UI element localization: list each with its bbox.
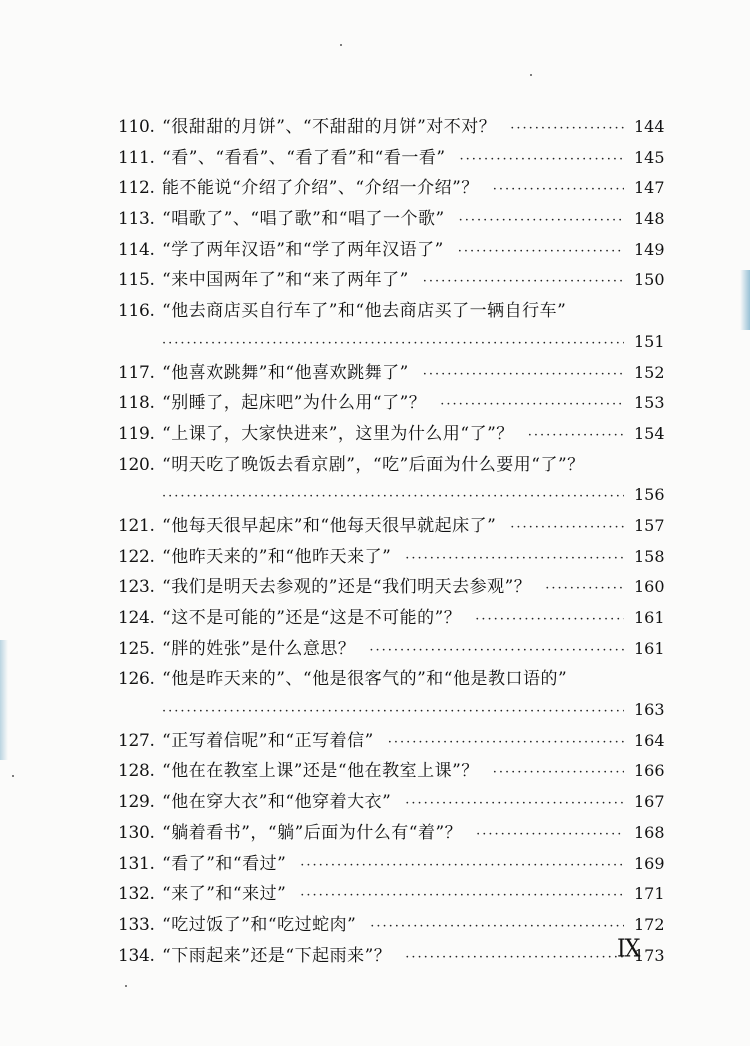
entry-title: “我们是明天去参观的”还是“我们明天去参观”？ [162, 577, 532, 598]
dot-leader [423, 267, 624, 298]
toc-entry[interactable] [118, 572, 664, 603]
page-number: 161 [634, 608, 665, 627]
page-number: 166 [634, 761, 665, 781]
toc-entry[interactable] [118, 603, 664, 634]
entry-title: “他在穿大衣”和“他穿着大衣” [162, 792, 392, 813]
entry-title: “这不是可能的”还是“这是不可能的”？ [162, 608, 462, 628]
entry-title: “上课了，大家快进来”，这里为什么用“了”？ [162, 423, 514, 444]
entry-title: “来了”和“来过” [162, 884, 287, 905]
page-number: 163 [634, 700, 665, 720]
page-number: 153 [634, 393, 665, 413]
page-number: 154 [634, 423, 665, 443]
entry-title: “吃过饭了”和“吃过蛇肉” [162, 914, 357, 935]
page-number: 160 [634, 577, 665, 597]
entry-title: “来中国两年了”和“来了两年了” [162, 270, 409, 291]
page-number: 158 [634, 546, 665, 566]
entry-title: “学了两年汉语”和“学了两年汉语了” [162, 239, 444, 260]
page-number: 152 [634, 362, 665, 382]
toc-entry[interactable] [118, 296, 664, 357]
entry-number: 128. [118, 761, 155, 782]
dot-leader [493, 175, 624, 206]
entry-title: “胖的姓张”是什么意思？ [162, 638, 356, 659]
dot-leader [162, 329, 624, 360]
entry-title: 能不能说“介绍了介绍”、“介绍一介绍”？ [162, 178, 479, 199]
page-number: 151 [634, 331, 665, 351]
entry-title: “他喜欢跳舞”和“他喜欢跳舞了” [162, 362, 409, 383]
paper-speck [340, 44, 342, 46]
toc-entry[interactable] [118, 235, 664, 266]
entry-number: 118. [118, 393, 155, 414]
entry-number: 116. [118, 301, 155, 322]
dot-leader [440, 390, 624, 421]
entry-number: 121. [118, 515, 155, 536]
toc-entry[interactable] [118, 112, 664, 143]
toc-entry[interactable] [118, 419, 664, 450]
entry-number: 119. [118, 423, 155, 444]
entry-number: 112. [118, 178, 155, 199]
entry-number: 124. [118, 608, 155, 628]
toc-entry[interactable] [118, 879, 664, 910]
toc-entry[interactable] [118, 818, 664, 849]
dot-leader [388, 728, 624, 759]
dot-leader [162, 697, 624, 728]
entry-title: “他每天很早起床”和“他每天很早就起床了” [162, 515, 497, 536]
entry-title: “正写着信呢”和“正写着信” [162, 730, 374, 751]
toc-entry[interactable] [118, 143, 664, 174]
toc-entry[interactable] [118, 664, 664, 725]
page-number: 173 [634, 945, 665, 965]
dot-leader [476, 820, 624, 851]
dot-leader [458, 237, 624, 268]
page-number: 149 [634, 239, 665, 259]
entry-title: “下雨起来”还是“下起雨来”？ [162, 945, 392, 966]
toc-entry[interactable] [118, 388, 664, 419]
page-number: 147 [634, 178, 665, 198]
dot-leader [545, 574, 624, 605]
page-number: 157 [634, 515, 665, 535]
toc-entry[interactable] [118, 450, 664, 511]
entry-number: 127. [118, 730, 155, 751]
page-number: 172 [634, 914, 665, 934]
entry-title: “看了”和“看过” [162, 853, 287, 874]
entry-number: 114. [118, 239, 155, 260]
dot-leader [300, 881, 624, 912]
page-number: 171 [634, 884, 665, 904]
dot-leader [369, 636, 624, 667]
entry-title: “唱歌了”、“唱了歌”和“唱了一个歌” [162, 209, 445, 230]
entry-number: 115. [118, 270, 155, 291]
toc-entry[interactable] [118, 358, 664, 389]
dot-leader [510, 513, 624, 544]
entry-title: “他昨天来的”和“他昨天来了” [162, 546, 392, 567]
entry-title: “看”、“看看”、“看了看”和“看一看” [162, 147, 446, 168]
page-number: 144 [634, 117, 665, 136]
page-number: 161 [634, 638, 665, 658]
toc-entry[interactable] [118, 726, 664, 757]
toc-entry[interactable] [118, 511, 664, 542]
toc-entry[interactable] [118, 542, 664, 573]
page-edge-shadow [0, 640, 8, 760]
table-of-contents [118, 112, 664, 971]
page-number: 167 [634, 792, 665, 812]
dot-leader [162, 482, 624, 513]
dot-leader [493, 758, 624, 789]
entry-number: 113. [118, 209, 155, 230]
dot-leader [300, 851, 624, 882]
entry-number: 126. [118, 669, 155, 690]
page-number: 145 [634, 147, 665, 167]
page-number: 150 [634, 270, 665, 290]
toc-entry[interactable] [118, 173, 664, 204]
toc-entry[interactable] [118, 756, 664, 787]
toc-entry[interactable] [118, 941, 664, 972]
paper-speck [12, 775, 14, 777]
toc-entry[interactable] [118, 634, 664, 665]
entry-title: “他是昨天来的”、“他是很客气的”和“他是教口语的” [162, 669, 568, 690]
dot-leader [405, 789, 624, 820]
entry-number: 117. [118, 362, 155, 383]
paper-speck [125, 985, 127, 987]
dot-leader [460, 145, 624, 176]
paper-speck [530, 74, 532, 76]
entry-number: 111. [118, 147, 155, 168]
entry-title: “明天吃了晚饭去看京剧”，“吃”后面为什么要用“了”？ [162, 454, 585, 475]
entry-number: 110. [118, 117, 155, 137]
page-number: 148 [634, 209, 665, 229]
entry-number: 123. [118, 577, 155, 598]
toc-entry[interactable] [118, 787, 664, 818]
entry-number: 129. [118, 792, 155, 813]
dot-leader [405, 544, 624, 575]
entry-title: “他在在教室上课”还是“他在教室上课”？ [162, 761, 479, 782]
page-edge-shadow [740, 270, 750, 330]
dot-leader [528, 421, 624, 452]
entry-number: 122. [118, 546, 155, 567]
page-number: 156 [634, 485, 665, 505]
entry-number: 131. [118, 853, 155, 874]
toc-entry[interactable] [118, 910, 664, 941]
entry-number: 130. [118, 822, 155, 843]
dot-leader [475, 605, 624, 636]
dot-leader [510, 114, 624, 145]
page-number: 164 [634, 730, 665, 750]
entry-number: 125. [118, 638, 155, 659]
page-number: 168 [634, 822, 665, 842]
entry-number: 133. [118, 914, 155, 935]
dot-leader [459, 206, 624, 237]
dot-leader [405, 943, 624, 974]
entry-number: 132. [118, 884, 155, 905]
toc-entry[interactable] [118, 265, 664, 296]
entry-number: 120. [118, 454, 155, 475]
entry-title: “别睡了，起床吧”为什么用“了”？ [162, 393, 427, 414]
toc-entry[interactable] [118, 204, 664, 235]
entry-number: 134. [118, 945, 155, 966]
toc-entry[interactable] [118, 849, 664, 880]
dot-leader [423, 360, 624, 391]
entry-title: “躺着看书”，“躺”后面为什么有“着”？ [162, 822, 463, 843]
page-number: 169 [634, 853, 665, 873]
entry-title: “他去商店买自行车了”和“他去商店买了一辆自行车” [162, 301, 567, 322]
page-folio: IX [617, 935, 640, 964]
dot-leader [370, 912, 624, 943]
entry-title: “很甜甜的月饼”、“不甜甜的月饼”对不对？ [162, 117, 497, 137]
